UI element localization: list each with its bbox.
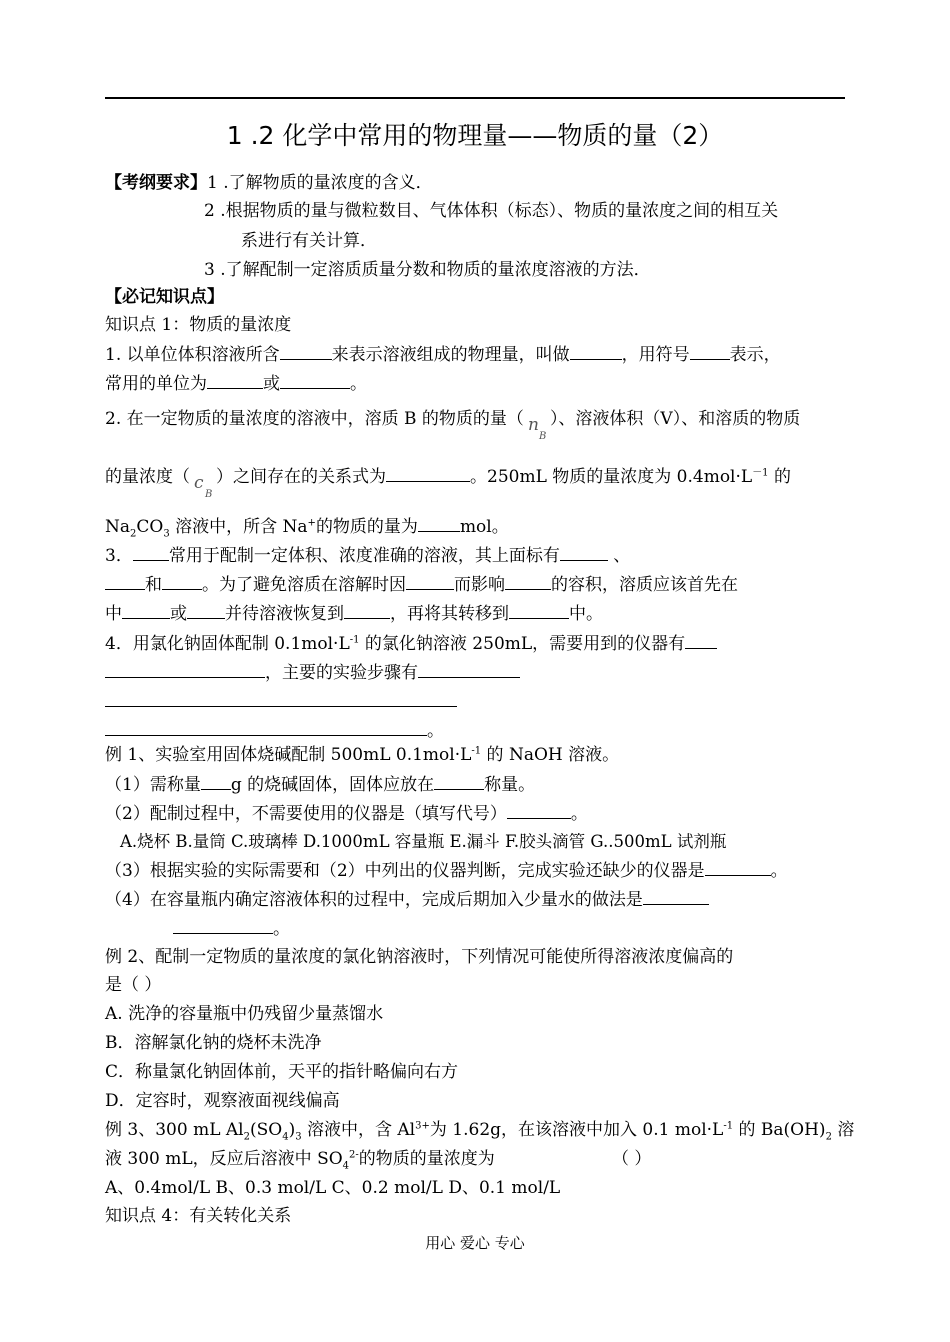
ex3-text-a: 例 3、300 mL Al (105, 1120, 244, 1140)
q2-text-g5: mol。 (459, 517, 509, 537)
q2-text-g2: CO (136, 517, 164, 537)
q3-text-d: 和 (145, 575, 162, 595)
q3-text-f: 而影响 (454, 575, 505, 595)
q1-line-1 (105, 343, 781, 366)
answer-blank[interactable] (509, 602, 569, 619)
kaogang-item-2b: 系进行有关计算． (241, 231, 377, 251)
ex1-p4-end: 。 (273, 919, 290, 939)
subscript: 2 (130, 528, 137, 540)
ex3-text-b: (SO (249, 1120, 283, 1140)
q3-text-h: 中 (105, 604, 122, 624)
ex1-line-1 (105, 744, 619, 766)
kaogang-heading: 【考纲要求】 (105, 173, 207, 193)
ex2-option-d: D．定容时，观察液面视线偏高 (105, 1091, 340, 1111)
q1-line-2 (105, 372, 367, 395)
q3-text-b: 常用于配制一定体积、浓度准确的溶液，其上面标有 (168, 546, 560, 566)
q3-line-1 (105, 544, 630, 567)
symbol-nb (524, 402, 550, 442)
symbol-cb (190, 460, 216, 500)
ex1-p2-b: 。 (570, 804, 588, 824)
ex1-text-b: 的 NaOH 溶液。 (481, 745, 620, 765)
q3-text-g: 的容积，溶质应该首先在 (551, 575, 738, 595)
superscript: 2- (349, 1149, 359, 1161)
ex3-text-f: 的 Ba(OH) (733, 1120, 826, 1140)
knowledge-point-1: 知识点 1：物质的量浓度 (105, 315, 292, 335)
ex3-options: A、0.4mol/L B、0.3 mol/L C、0.2 mol/L D、0.1 mol/L (105, 1178, 561, 1198)
superscript: -1 (471, 745, 482, 757)
answer-blank[interactable] (570, 343, 622, 360)
answer-blank[interactable] (705, 859, 771, 876)
q2-text-c: 的量浓度（ (105, 467, 190, 487)
header-rule (105, 97, 845, 99)
ex1-p1-a: （1）需称量 (105, 775, 201, 795)
answer-blank[interactable] (505, 573, 551, 590)
ex1-part-4 (105, 888, 709, 911)
ex2-option-a: A. 洗净的容量瓶中仍残留少量蒸馏水 (105, 1004, 384, 1024)
q3-line-2 (105, 573, 738, 596)
q4-text-a: 4．用氯化钠固体配制 0.1mol·L (105, 634, 350, 654)
q3-text-j: 并待溶液恢复到 (225, 604, 344, 624)
answer-blank[interactable] (105, 690, 457, 707)
q2-line-3 (105, 515, 509, 538)
ex3-line-1 (105, 1119, 854, 1141)
answer-blank[interactable] (406, 573, 454, 590)
ex3-answer-paren: （ ） (612, 1149, 652, 1169)
q2-text-a: 2. 在一定物质的量浓度的溶液中，溶质 B 的物质的量（ (105, 409, 524, 429)
ex1-part-4-cont (173, 917, 290, 940)
answer-blank[interactable] (133, 544, 169, 561)
answer-blank[interactable] (105, 573, 145, 590)
ex3-line-2 (105, 1148, 495, 1170)
ex1-part-1 (105, 773, 535, 796)
symbol-c-sub: B (205, 489, 213, 500)
ex3-text-d: 溶液中，含 Al (301, 1120, 416, 1140)
kaogang-item-3: 3 .了解配制一定溶质质量分数和物质的量浓度溶液的方法． (204, 260, 651, 280)
answer-blank[interactable] (685, 632, 717, 649)
q4-text-d: 。 (427, 721, 444, 741)
page-footer: 用心 爱心 专心 (425, 1234, 525, 1252)
ex1-part-2 (105, 802, 588, 825)
superscript: -1 (349, 634, 360, 646)
symbol-n: n (527, 415, 539, 435)
subscript: 4 (282, 1131, 289, 1143)
q3-text-c: 、 (607, 546, 631, 566)
answer-blank[interactable] (105, 661, 265, 678)
ex1-p3-a: （3）根据实验的实际需要和（2）中列出的仪器判断，完成实验还缺少的仪器是 (105, 861, 705, 881)
ex1-options: A.烧杯 B.量筒 C.玻璃棒 D.1000mL 容量瓶 E.漏斗 F.胶头滴管 G..500mL 试剂瓶 (120, 832, 727, 851)
q4-text-b: 的氯化钠溶液 250mL，需要用到的仪器有 (359, 634, 686, 654)
answer-blank[interactable] (162, 573, 202, 590)
kaogang-item-2a: 2 .根据物质的量与微粒数目、气体体积（标态）、物质的量浓度之间的相互关 (204, 201, 779, 221)
answer-blank[interactable] (344, 602, 390, 619)
ex2-question: 例 2、配制一定物质的量浓度的氯化钠溶液时，下列情况可能使所得溶液浓度偏高的 (105, 947, 734, 967)
q1-text-g: 。 (350, 374, 367, 394)
ex2-option-c: C．称量氯化钠固体前，天平的指针略偏向右方 (105, 1062, 459, 1082)
q4-text-c: ，主要的实验步骤有 (265, 663, 418, 683)
subscript: 3 (163, 528, 170, 540)
ex1-p1-b: g 的烧碱固体，固体应放在 (230, 775, 435, 795)
q2-text-f: 的 (768, 467, 791, 487)
subscript: 2 (825, 1131, 832, 1143)
q3-text-e: 。为了避免溶质在溶解时因 (202, 575, 406, 595)
superscript: 3+ (415, 1120, 430, 1132)
answer-blank[interactable] (280, 372, 350, 389)
answer-blank[interactable] (173, 917, 273, 934)
ex2-option-b: B．溶解氯化钠的烧杯未洗净 (105, 1033, 322, 1053)
answer-blank[interactable] (643, 888, 709, 905)
kaogang-line-1 (105, 172, 433, 194)
answer-blank[interactable] (434, 773, 484, 790)
ex1-p3-b: 。 (770, 861, 788, 881)
ex3-text-e: 为 1.62g，在该溶液中加入 0.1 mol·L (429, 1120, 724, 1140)
answer-blank[interactable] (201, 773, 231, 790)
symbol-n-sub: B (538, 431, 547, 442)
q3-text-l: 中。 (569, 604, 603, 624)
subscript: 3 (295, 1131, 302, 1143)
q1-text-b: 来表示溶液组成的物理量，叫做 (331, 345, 570, 365)
ex2-question-cont: 是（ ） (105, 975, 162, 995)
page-title: 1 .2 化学中常用的物理量——物质的量（2） (226, 121, 724, 150)
q4-line-2 (105, 661, 520, 684)
q1-text-f: 或 (263, 374, 280, 394)
answer-blank[interactable] (280, 343, 332, 360)
subscript: 4 (342, 1160, 350, 1172)
superscript: + (307, 517, 316, 529)
answer-blank[interactable] (690, 343, 730, 360)
answer-blank[interactable] (418, 515, 460, 532)
ex1-p2-a: （2）配制过程中，不需要使用的仪器是（填写代号） (105, 804, 507, 824)
ex3-text-h: 液 300 mL，反应后溶液中 SO (105, 1149, 343, 1169)
answer-blank[interactable] (105, 719, 427, 736)
ex3-text-c: ) (288, 1120, 296, 1140)
answer-blank[interactable] (122, 602, 170, 619)
ex3-text-i: 的物质的量浓度为 (358, 1149, 495, 1169)
q2-line-1 (105, 402, 801, 442)
q2-text-g1: Na (105, 517, 131, 537)
q4-line-1 (105, 632, 717, 655)
q4-line-4 (105, 719, 444, 742)
q1-text-c: ，用符号 (621, 345, 690, 365)
knowledge-point-4: 知识点 4：有关转化关系 (105, 1206, 292, 1226)
q1-text-a: 1. 以单位体积溶液所含 (105, 345, 280, 365)
ex1-p4-text: （4）在容量瓶内确定溶液体积的过程中，完成后期加入少量水的做法是 (105, 890, 643, 910)
q3-text-i: 或 (170, 604, 187, 624)
q3-text-k: ，再将其转移到 (390, 604, 509, 624)
superscript: －1 (752, 467, 769, 479)
answer-blank[interactable] (507, 802, 571, 819)
q2-text-e: 。250mL 物质的量浓度为 0.4mol·L (470, 467, 753, 487)
subscript: 2 (243, 1131, 250, 1143)
ex1-part-3 (105, 859, 788, 882)
answer-blank[interactable] (386, 465, 470, 482)
q3-text-a: 3． (105, 546, 133, 566)
q2-line-2 (105, 460, 791, 500)
q2-text-g3: 溶液中，所含 Na (169, 517, 308, 537)
q2-text-g4: 的物质的量为 (315, 517, 418, 537)
ex1-text-a: 例 1、实验室用固体烧碱配制 500mL 0.1mol·L (105, 745, 472, 765)
ex3-text-g: 溶 (831, 1120, 855, 1140)
answer-blank[interactable] (187, 602, 225, 619)
answer-blank[interactable] (207, 372, 263, 389)
q1-text-d: 表示， (729, 345, 781, 365)
answer-blank[interactable] (418, 661, 520, 678)
symbol-c: c (194, 473, 204, 493)
kaogang-item-1: 1 .了解物质的量浓度的含义． (207, 173, 433, 193)
q2-text-b: ）、溶液体积（V）、和溶质的物质 (549, 409, 801, 429)
q1-text-e: 常用的单位为 (105, 374, 207, 394)
ex1-p1-c: 称量。 (484, 775, 536, 795)
superscript: -1 (723, 1120, 734, 1132)
answer-blank[interactable] (560, 544, 608, 561)
q4-line-3 (105, 690, 457, 713)
q3-line-3 (105, 602, 603, 625)
biji-heading: 【必记知识点】 (105, 287, 224, 307)
q2-text-d: ）之间存在的关系式为 (216, 467, 386, 487)
